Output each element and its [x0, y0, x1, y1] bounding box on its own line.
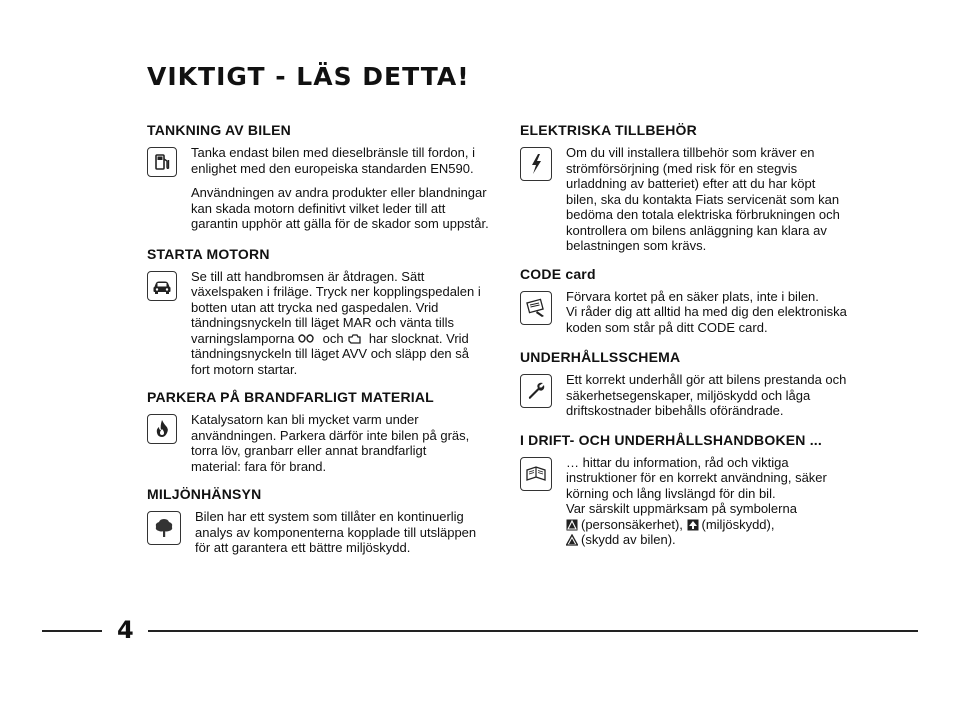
glow-plug-icon	[298, 333, 316, 345]
fuel-pump-icon	[147, 147, 177, 177]
section-manual	[520, 432, 880, 548]
section-heading: UNDERHÅLLSSCHEMA	[520, 349, 681, 365]
vehicle-protection-icon	[566, 534, 578, 546]
park-para: Katalysatorn kan bli mycket varm under användningen. Parkera därför inte bilen på gräs, torra löv, granbarr eller annat brandfarligt material: fara för brand.	[191, 412, 470, 474]
section-heading: PARKERA PÅ BRANDFARLIGT MATERIAL	[147, 389, 434, 405]
section-park	[147, 389, 507, 474]
page-title: VIKTIGT - LÄS DETTA!	[147, 62, 470, 91]
section-refuel	[147, 122, 507, 232]
env-para: Bilen har ett system som tillåter en kontinuerlig analys av komponenterna kopplade till utsläppen för att garantera ett bättre miljöskydd.	[195, 509, 477, 555]
flame-icon	[147, 414, 177, 444]
refuel-para-2: Användningen av andra produkter eller blandningar kan skada motorn definitivt vilket leder till att garantin upphör att gälla för de skador som uppstår.	[191, 185, 489, 231]
start-para: Se till att handbromsen är åtdragen. Sätt växelspaken i friläge. Tryck ner kopplingspedalen i botten utan att trycka ned gaspedalen. Vrid tändningsnyckeln till läget MAR och vänta tills varningslamporna och har slocknat. Vrid tändningsnyckeln till läget AVV och släpp den så fort motorn startar.	[191, 268, 481, 377]
code-para: Förvara kortet på en säker plats, inte i bilen. Vi råder dig att alltid ha med dig den elektroniska koden som står på ditt CODE card.	[566, 288, 847, 335]
car-icon	[147, 271, 177, 301]
section-heading: I DRIFT- OCH UNDERHÅLLSHANDBOKEN ...	[520, 431, 822, 448]
wrench-icon	[520, 374, 552, 408]
tree-icon	[147, 511, 181, 545]
section-maintenance	[520, 349, 880, 419]
right-column	[520, 122, 880, 548]
section-heading: CODE card	[520, 265, 596, 282]
maintenance-para: Ett korrekt underhåll gör att bilens prestanda och säkerhetsegenskaper, miljöskydd och låga driftskostnader bibehålls oförändrade.	[566, 372, 847, 418]
refuel-para-1: Tanka endast bilen med dieselbränsle till fordon, i enlighet med den europeiska standarden EN590.	[191, 145, 476, 176]
electric-para: Om du vill installera tillbehör som kräver en strömförsörjning (med risk för en stegvis urladdning av batteriet) efter att du har köpt bilen, ska du kontakta Fiats servicenät som kan bedöma den totala elektriska förbrukningen och kontrollera om bilens anläggning kan klara av belastningen som krävs.	[566, 145, 840, 253]
personal-safety-icon	[566, 519, 578, 531]
section-start	[147, 246, 507, 378]
section-env	[147, 486, 507, 556]
code-card-icon	[520, 291, 552, 325]
section-code	[520, 266, 880, 336]
section-heading: MILJÖNHÄNSYN	[147, 486, 262, 502]
footer-rule-left	[42, 630, 102, 632]
left-column	[147, 122, 507, 556]
manual-para: … hittar du information, råd och viktiga instruktioner för en korrekt användning, säker körning och lång livslängd för din bil. Var särskilt uppmärksam på symbolerna (personsäkerhet), (miljöskydd), (skydd av bilen).	[566, 454, 827, 547]
page-number: 4	[117, 616, 134, 644]
section-heading: TANKNING AV BILEN	[147, 122, 291, 138]
environment-icon	[687, 519, 699, 531]
lightning-icon	[520, 147, 552, 181]
engine-icon	[347, 333, 362, 345]
section-heading: ELEKTRISKA TILLBEHÖR	[520, 122, 697, 138]
footer-rule-right	[148, 630, 918, 632]
book-icon	[520, 457, 552, 491]
section-heading: STARTA MOTORN	[147, 245, 270, 262]
section-electric	[520, 122, 880, 254]
